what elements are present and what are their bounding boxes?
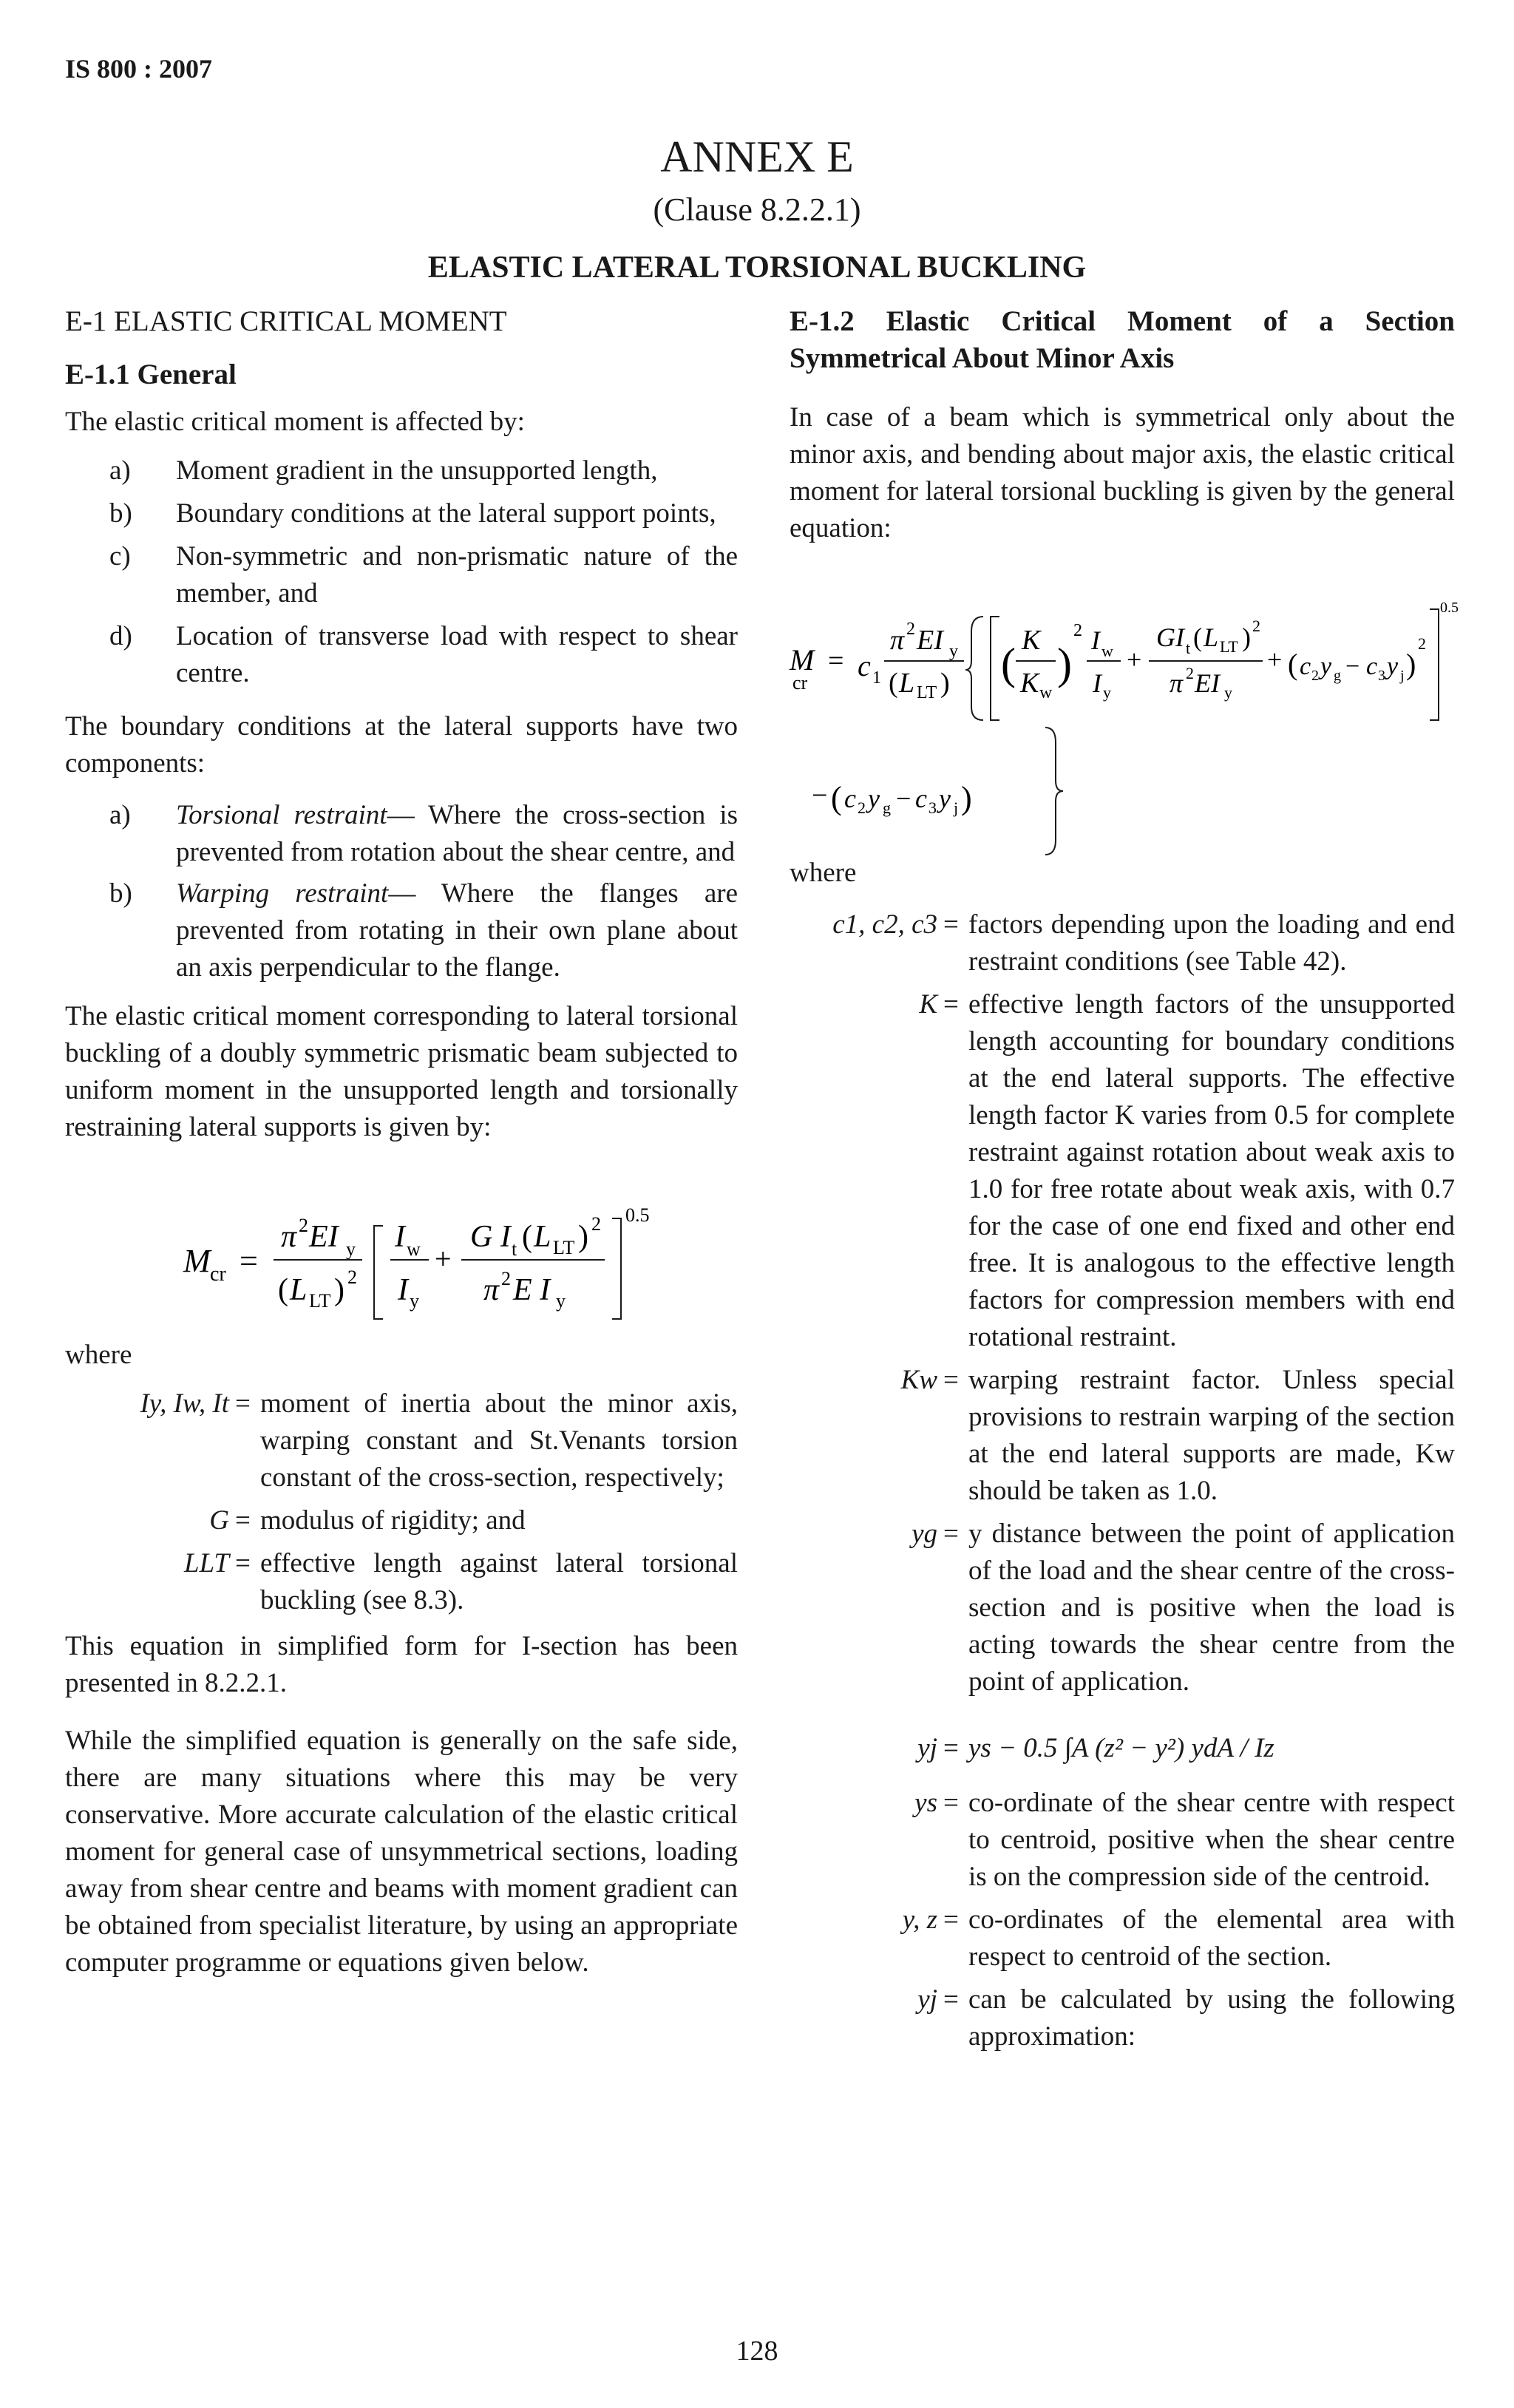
equation-svg bbox=[65, 1189, 738, 1337]
svg-text:g: g bbox=[1334, 668, 1341, 684]
definition-symbol: yj bbox=[917, 1733, 937, 1763]
definition-row bbox=[790, 1516, 1455, 1700]
list-label: c) bbox=[109, 541, 131, 572]
svg-text:w: w bbox=[1101, 642, 1113, 660]
equation-svg bbox=[790, 587, 1459, 868]
svg-text:M: M bbox=[790, 643, 815, 676]
clause-reference: (Clause 8.2.2.1) bbox=[653, 191, 861, 228]
svg-text:I: I bbox=[1093, 668, 1101, 698]
svg-text:−: − bbox=[896, 784, 912, 813]
definition-text: co-ordinates of the elemental area with respect to centroid of the section. bbox=[968, 1905, 1455, 1972]
symmetric-minor-axis-paragraph: In case of a beam which is symmetrical only about the minor axis, and bending about major axis, the elastic critical moment for lateral torsional buckling is given by the general equation: bbox=[790, 402, 1455, 543]
definition-text: factors depending upon the loading and end restraint conditions (see Table 42). bbox=[968, 909, 1455, 977]
list-text: — Where the flanges are prevented from rotating in their own plane about an axis perpendicular to the flange. bbox=[176, 878, 738, 983]
svg-text:2: 2 bbox=[1418, 634, 1426, 653]
svg-text:2: 2 bbox=[501, 1268, 511, 1289]
svg-text:0.5: 0.5 bbox=[1440, 600, 1459, 616]
definition-symbol: y, z bbox=[902, 1905, 937, 1935]
list-label: a) bbox=[109, 800, 131, 830]
general-case-paragraph: While the simplified equation is generally on the safe side, there are many situations where this may be very conservative. More accurate calculation of the elastic critical moment for general case of unsymmetrical sections, loading away from shear centre and beams with moment gradient can be obtained from specialist literature, by using an appropriate computer programme or equations given below. bbox=[65, 1726, 738, 1978]
where-label: where bbox=[790, 858, 857, 888]
svg-text:−: − bbox=[1345, 653, 1360, 680]
definition-row bbox=[790, 1785, 1455, 1896]
definition-row bbox=[790, 1730, 1455, 1767]
svg-text:L: L bbox=[1204, 623, 1219, 652]
list-term: Warping restraint bbox=[176, 878, 389, 909]
svg-text:0.5: 0.5 bbox=[625, 1204, 650, 1226]
svg-text:y: y bbox=[1103, 683, 1111, 702]
list-text: Location of transverse load with respect to shear centre. bbox=[176, 621, 738, 688]
svg-text:y: y bbox=[1387, 653, 1399, 680]
svg-text:I: I bbox=[1091, 625, 1100, 655]
definition-row bbox=[790, 906, 1455, 980]
equals-sign: = bbox=[235, 1388, 251, 1419]
svg-text:2: 2 bbox=[1252, 617, 1260, 635]
definition-row bbox=[65, 1386, 738, 1496]
equals-sign: = bbox=[943, 1905, 959, 1935]
svg-text:): ) bbox=[1242, 623, 1251, 652]
svg-text:LT: LT bbox=[917, 683, 937, 702]
svg-text:2: 2 bbox=[858, 798, 866, 817]
equals-sign: = bbox=[943, 909, 959, 940]
svg-text:): ) bbox=[578, 1220, 588, 1254]
svg-text:K: K bbox=[1020, 668, 1039, 699]
svg-text:2: 2 bbox=[1186, 664, 1194, 682]
svg-text:E I: E I bbox=[513, 1273, 551, 1307]
svg-text:2: 2 bbox=[347, 1266, 357, 1288]
svg-text:3: 3 bbox=[929, 798, 937, 817]
definition-row bbox=[790, 1981, 1455, 2055]
svg-text:2: 2 bbox=[591, 1213, 601, 1235]
svg-text:=: = bbox=[828, 645, 844, 676]
svg-text:j: j bbox=[1400, 668, 1405, 684]
svg-text:π: π bbox=[483, 1273, 500, 1307]
equation-mcr-general bbox=[790, 587, 1459, 868]
right-definitions bbox=[790, 906, 1455, 2055]
svg-text:π: π bbox=[890, 625, 905, 656]
svg-text:2: 2 bbox=[1311, 668, 1319, 684]
svg-text:π: π bbox=[1170, 668, 1184, 698]
equals-sign: = bbox=[943, 1984, 959, 2015]
annex-heading: ANNEX E bbox=[660, 132, 854, 181]
svg-text:+: + bbox=[435, 1242, 452, 1275]
svg-text:I: I bbox=[398, 1273, 408, 1307]
component-list bbox=[65, 797, 738, 986]
definition-text: effective length against lateral torsional buckling (see 8.3). bbox=[260, 1548, 738, 1615]
svg-text:+: + bbox=[1267, 645, 1283, 674]
svg-text:(: ( bbox=[1001, 640, 1016, 688]
svg-text:y: y bbox=[939, 784, 951, 813]
equals-sign: = bbox=[943, 1365, 959, 1395]
equals-sign: = bbox=[943, 1733, 959, 1763]
svg-text:(: ( bbox=[831, 780, 842, 816]
list-label: d) bbox=[109, 621, 132, 651]
svg-text:j: j bbox=[954, 798, 959, 817]
simplified-form-paragraph: This equation in simplified form for I-section has been presented in 8.2.2.1. bbox=[65, 1631, 738, 1698]
section-e12-heading: E-1.2 Elastic Critical Moment of a Section Symmetrical About Minor Axis bbox=[790, 305, 1455, 374]
svg-text:L: L bbox=[534, 1220, 551, 1254]
definition-symbol: K bbox=[919, 989, 937, 1020]
svg-text:L: L bbox=[899, 668, 915, 699]
page-number: 128 bbox=[736, 2336, 778, 2367]
svg-text:c: c bbox=[858, 649, 871, 682]
svg-text:3: 3 bbox=[1378, 668, 1385, 684]
svg-text:(: ( bbox=[522, 1220, 532, 1254]
list-text: Non-symmetric and non-prismatic nature of the member, and bbox=[176, 541, 738, 608]
list-item bbox=[65, 452, 738, 489]
svg-text:EI: EI bbox=[309, 1220, 339, 1254]
definition-text: modulus of rigidity; and bbox=[260, 1505, 526, 1536]
definition-text: co-ordinate of the shear centre with respect to centroid, positive when the shear centre is on the compression side of the centroid. bbox=[968, 1788, 1455, 1892]
list-label: b) bbox=[109, 878, 132, 909]
svg-text:I: I bbox=[395, 1220, 405, 1254]
left-definitions bbox=[65, 1386, 738, 1619]
svg-text:−: − bbox=[812, 780, 828, 811]
svg-text:): ) bbox=[1406, 648, 1416, 681]
definition-text: y distance between the point of application of the load and the shear centre of the cross-section and is positive when the load is acting towards the shear centre from the point of application. bbox=[968, 1519, 1455, 1697]
definition-row bbox=[790, 1902, 1455, 1975]
svg-text:2: 2 bbox=[906, 620, 915, 639]
definition-row bbox=[65, 1545, 738, 1619]
svg-text:2: 2 bbox=[299, 1215, 308, 1236]
equation-mcr-doubly bbox=[65, 1189, 738, 1337]
svg-text:LT: LT bbox=[309, 1290, 331, 1312]
list-text: — Where the cross-section is prevented from rotation about the shear centre, and bbox=[176, 800, 739, 867]
list-item bbox=[65, 538, 738, 612]
definition-symbol: yg bbox=[912, 1519, 937, 1549]
svg-text:LT: LT bbox=[1220, 637, 1238, 656]
definition-symbol: LLT bbox=[184, 1548, 229, 1578]
section-e1-heading: E-1 ELASTIC CRITICAL MOMENT bbox=[65, 305, 507, 337]
svg-text:(: ( bbox=[278, 1273, 288, 1307]
svg-text:): ) bbox=[961, 780, 972, 816]
svg-text:w: w bbox=[407, 1238, 421, 1260]
list-text: Boundary conditions at the lateral support points, bbox=[176, 498, 716, 529]
document-header: IS 800 : 2007 bbox=[65, 54, 213, 84]
list-item bbox=[65, 618, 738, 692]
equals-sign: = bbox=[943, 1519, 959, 1549]
svg-text:cr: cr bbox=[210, 1263, 226, 1286]
list-item bbox=[65, 495, 738, 532]
svg-text:=: = bbox=[240, 1243, 258, 1279]
svg-text:y: y bbox=[1224, 683, 1232, 702]
factor-list bbox=[65, 452, 738, 692]
svg-text:y: y bbox=[556, 1290, 566, 1312]
svg-text:M: M bbox=[183, 1243, 211, 1279]
boundary-intro: The boundary conditions at the lateral supports have two components: bbox=[65, 711, 738, 779]
svg-text:y: y bbox=[868, 784, 880, 813]
svg-text:(: ( bbox=[1193, 623, 1202, 652]
definition-symbol: G bbox=[209, 1505, 229, 1536]
svg-text:LT: LT bbox=[553, 1237, 575, 1258]
svg-text:(: ( bbox=[1288, 648, 1298, 681]
definition-text: effective length factors of the unsupported length accounting for boundary conditions at the end lateral supports. The effective length factor K varies from 0.5 for complete restraint against rotation about weak axis to 1.0 for free rotate about weak axis, with 0.7 for the case of one end fixed and other end free. It is analogous to the effective length factors for compression members with end rotational restraint. bbox=[968, 989, 1455, 1352]
definition-row bbox=[790, 986, 1455, 1356]
list-label: a) bbox=[109, 455, 131, 486]
right-column bbox=[790, 303, 1459, 2055]
definition-symbol: Kw bbox=[900, 1365, 937, 1395]
svg-text:): ) bbox=[334, 1273, 344, 1307]
definition-symbol: Iy, Iw, It bbox=[140, 1388, 229, 1419]
svg-text:K: K bbox=[1022, 625, 1041, 656]
list-text: Moment gradient in the unsupported length, bbox=[176, 455, 658, 486]
svg-text:(: ( bbox=[889, 668, 898, 699]
list-term: Torsional restraint bbox=[176, 800, 387, 830]
definition-row bbox=[790, 1362, 1455, 1510]
definition-text: warping restraint factor. Unless special provisions to restrain warping of the section at the end lateral supports are made, Kw should be taken as 1.0. bbox=[968, 1365, 1455, 1506]
doubly-symmetric-paragraph: The elastic critical moment corresponding to lateral torsional buckling of a doubly symmetric prismatic beam subjected to uniform moment in the unsupported length and torsionally restraining lateral supports is given by: bbox=[65, 1001, 738, 1142]
equals-sign: = bbox=[235, 1548, 251, 1578]
list-item bbox=[65, 797, 738, 871]
svg-text:c: c bbox=[1366, 653, 1378, 680]
definition-symbol: yj bbox=[917, 1984, 937, 2015]
svg-text:+: + bbox=[1127, 645, 1142, 674]
definition-symbol: ys bbox=[914, 1788, 937, 1818]
svg-text:y: y bbox=[346, 1238, 356, 1260]
svg-text:c: c bbox=[1300, 653, 1311, 680]
svg-text:GI: GI bbox=[1156, 623, 1184, 652]
svg-text:c: c bbox=[915, 784, 927, 813]
svg-text:y: y bbox=[949, 642, 958, 661]
definition-row bbox=[65, 1502, 738, 1539]
section-e11-heading: E-1.1 General bbox=[65, 359, 237, 390]
svg-text:w: w bbox=[1039, 683, 1053, 702]
svg-text:): ) bbox=[1057, 640, 1072, 688]
definition-text: moment of inertia about the minor axis, warping constant and St.Venants torsion constant of the cross-section, respectively; bbox=[260, 1388, 738, 1493]
svg-text:y: y bbox=[410, 1290, 419, 1312]
svg-text:EI: EI bbox=[917, 625, 943, 656]
equals-sign: = bbox=[943, 989, 959, 1020]
equals-sign: = bbox=[235, 1505, 251, 1536]
svg-text:1: 1 bbox=[872, 668, 881, 688]
svg-text:t: t bbox=[512, 1238, 517, 1260]
intro-text: The elastic critical moment is affected by: bbox=[65, 407, 525, 437]
definition-symbol: c1, c2, c3 bbox=[832, 909, 937, 940]
svg-text:π: π bbox=[281, 1220, 297, 1254]
annex-title: ELASTIC LATERAL TORSIONAL BUCKLING bbox=[427, 251, 1087, 285]
definition-text: can be calculated by using the following approximation: bbox=[968, 1984, 1455, 2052]
svg-text:y: y bbox=[1320, 653, 1332, 680]
svg-text:t: t bbox=[1186, 639, 1191, 657]
svg-text:2: 2 bbox=[1073, 621, 1082, 640]
list-label: b) bbox=[109, 498, 132, 529]
svg-text:): ) bbox=[940, 668, 950, 699]
svg-text:c: c bbox=[844, 784, 856, 813]
list-item bbox=[65, 875, 738, 986]
left-column bbox=[65, 303, 738, 1981]
svg-text:g: g bbox=[883, 798, 891, 817]
svg-text:cr: cr bbox=[792, 672, 808, 693]
svg-text:EI: EI bbox=[1195, 668, 1220, 698]
svg-text:G I: G I bbox=[470, 1220, 511, 1254]
where-label: where bbox=[65, 1340, 132, 1370]
definition-formula: ys − 0.5 ∫A (z² − y²) ydA / Iz bbox=[968, 1733, 1274, 1763]
equals-sign: = bbox=[943, 1788, 959, 1818]
svg-text:L: L bbox=[290, 1273, 308, 1307]
